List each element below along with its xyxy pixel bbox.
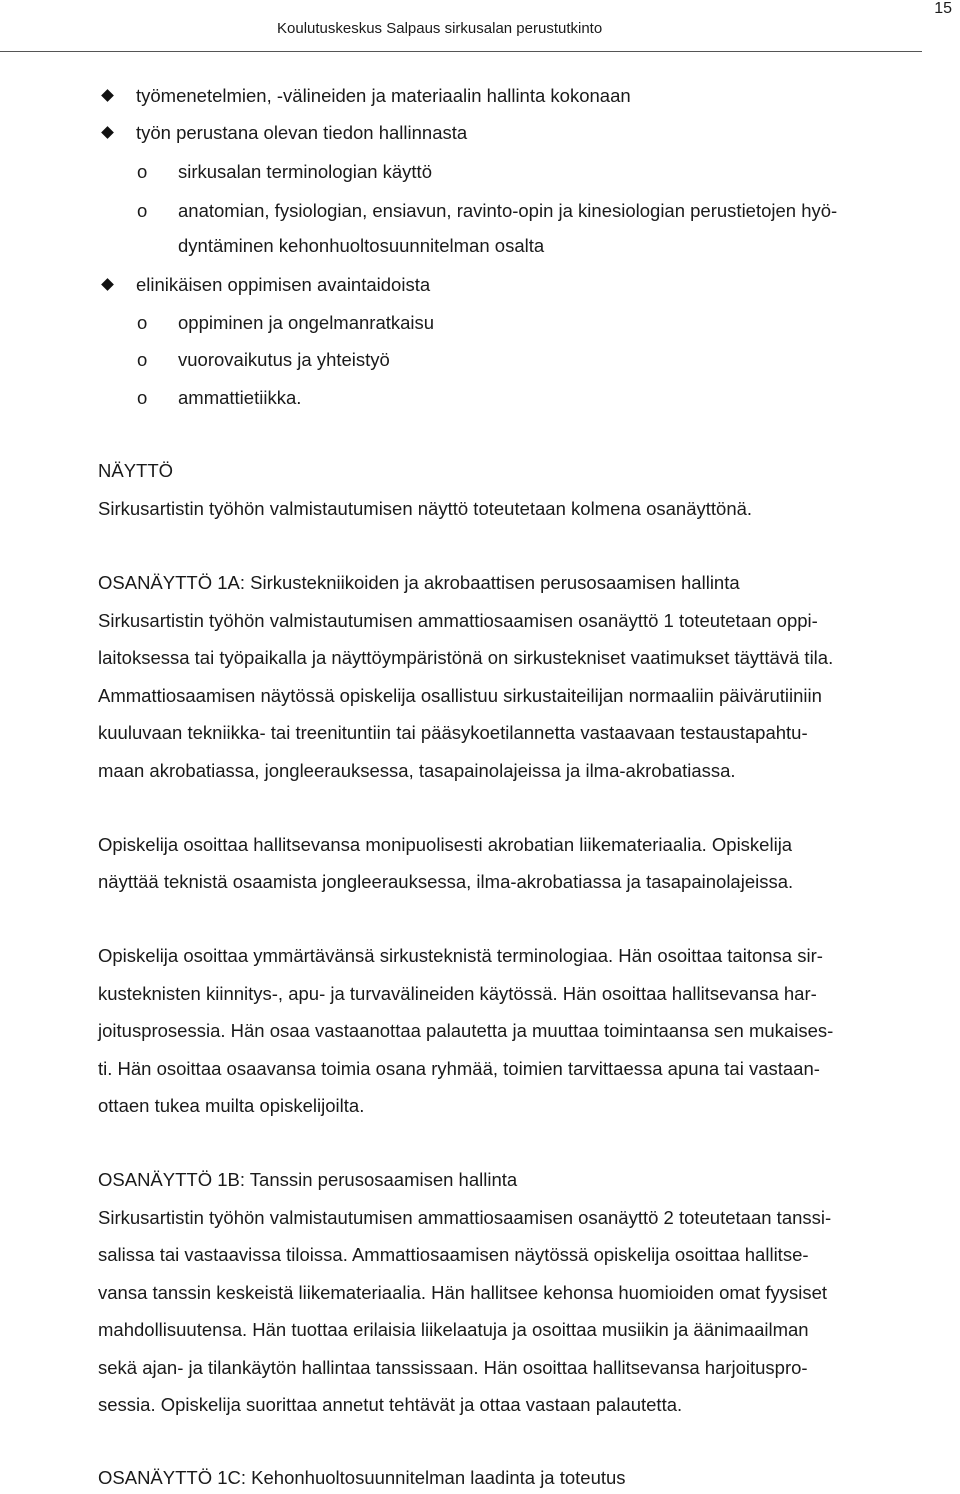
- page-number: 15: [934, 0, 952, 17]
- list-item: anatomian, fysiologian, ensiavun, ravinto-opin ja kinesiologian perustietojen hyö-: [178, 200, 838, 221]
- sub-bullet-icon: o: [137, 312, 148, 333]
- list-item: työn perustana olevan tiedon hallinnasta: [136, 122, 468, 143]
- sub-bullet-icon: o: [137, 161, 148, 182]
- paragraph-line: Sirkusartistin työhön valmistautumisen näyttö toteutetaan kolmena osanäyttönä.: [98, 498, 753, 519]
- list-item: oppiminen ja ongelmanratkaisu: [178, 312, 435, 333]
- sub-bullet-icon: o: [137, 387, 148, 408]
- list-item: työmenetelmien, -välineiden ja materiaalin hallinta kokonaan: [136, 85, 631, 106]
- paragraph-line: sessia. Opiskelija suorittaa annetut tehtävät ja ottaa vastaan palautetta.: [98, 1394, 683, 1415]
- paragraph-line: ti. Hän osoittaa osaavansa toimia osana ryhmää, toimien tarvittaessa apuna tai vastaan-: [98, 1058, 820, 1079]
- sub-bullet-icon: o: [137, 200, 148, 221]
- list-bullet-icon: [101, 89, 114, 102]
- list-bullet-icon: [101, 278, 114, 291]
- list-item-continuation: dyntäminen kehonhuoltosuunnitelman osalta: [178, 235, 545, 256]
- paragraph-line: Sirkusartistin työhön valmistautumisen ammattiosaamisen osanäyttö 1 toteutetaan oppi-: [98, 610, 818, 631]
- list-item: elinikäisen oppimisen avaintaidoista: [136, 274, 431, 295]
- paragraph-line: joitusprosessia. Hän osaa vastaanottaa palautetta ja muuttaa toimintaansa sen mukaises-: [98, 1020, 834, 1041]
- paragraph-line: mahdollisuutensa. Hän tuottaa erilaisia liikelaatuja ja osoittaa musiikin ja äänimaailman: [98, 1319, 809, 1340]
- list-item: sirkusalan terminologian käyttö: [178, 161, 432, 182]
- paragraph-line: Opiskelija osoittaa ymmärtävänsä sirkusteknistä terminologiaa. Hän osoittaa taitonsa sir-: [98, 945, 823, 966]
- list-item: ammattietiikka.: [178, 387, 302, 408]
- paragraph-line: ottaen tukea muilta opiskelijoilta.: [98, 1095, 365, 1116]
- sub-bullet-icon: o: [137, 349, 148, 370]
- paragraph-line: Sirkusartistin työhön valmistautumisen ammattiosaamisen osanäyttö 2 toteutetaan tanssi-: [98, 1207, 832, 1228]
- paragraph-line: laitoksessa tai työpaikalla ja näyttöympäristönä on sirkustekniset vaatimukset täyttävä tila.: [98, 647, 834, 668]
- running-header: Koulutuskeskus Salpaus sirkusalan perustutkinto: [277, 20, 603, 37]
- paragraph-line: kuuluvaan tekniikka- tai treenituntiin tai pääsykoetilannetta vastaavaan testaustapahtu-: [98, 722, 808, 743]
- paragraph-line: näyttää teknistä osaamista jongleerauksessa, ilma-akrobatiassa ja tasapainolajeissa.: [98, 871, 794, 892]
- paragraph-line: salissa tai vastaavissa tiloissa. Ammattiosaamisen näytössä opiskelija osoittaa hallitse-: [98, 1244, 809, 1265]
- paragraph-line: maan akrobatiassa, jongleerauksessa, tasapainolajeissa ja ilma-akrobatiassa.: [98, 760, 736, 781]
- header-rule: [0, 51, 922, 52]
- section-heading: OSANÄYTTÖ 1C: Kehonhuoltosuunnitelman laadinta ja toteutus: [98, 1467, 626, 1488]
- section-heading: NÄYTTÖ: [98, 460, 174, 481]
- list-item: vuorovaikutus ja yhteistyö: [178, 349, 390, 370]
- list-bullet-icon: [101, 126, 114, 139]
- paragraph-line: vansa tanssin keskeistä liikemateriaalia. Hän hallitsee kehonsa huomioiden omat fyysiset: [98, 1282, 828, 1303]
- section-heading: OSANÄYTTÖ 1B: Tanssin perusosaamisen hallinta: [98, 1169, 518, 1190]
- section-heading: OSANÄYTTÖ 1A: Sirkustekniikoiden ja akrobaattisen perusosaamisen hallinta: [98, 572, 740, 593]
- paragraph-line: Ammattiosaamisen näytössä opiskelija osallistuu sirkustaiteilijan normaaliin päivärutiiniin: [98, 685, 822, 706]
- paragraph-line: kusteknisten kiinnitys-, apu- ja turvavälineiden käytössä. Hän osoittaa hallitsevansa har-: [98, 983, 817, 1004]
- paragraph-line: sekä ajan- ja tilankäytön hallintaa tanssissaan. Hän osoittaa hallitsevansa harjoituspro-: [98, 1357, 808, 1378]
- paragraph-line: Opiskelija osoittaa hallitsevansa monipuolisesti akrobatian liikemateriaalia. Opiskelija: [98, 834, 793, 855]
